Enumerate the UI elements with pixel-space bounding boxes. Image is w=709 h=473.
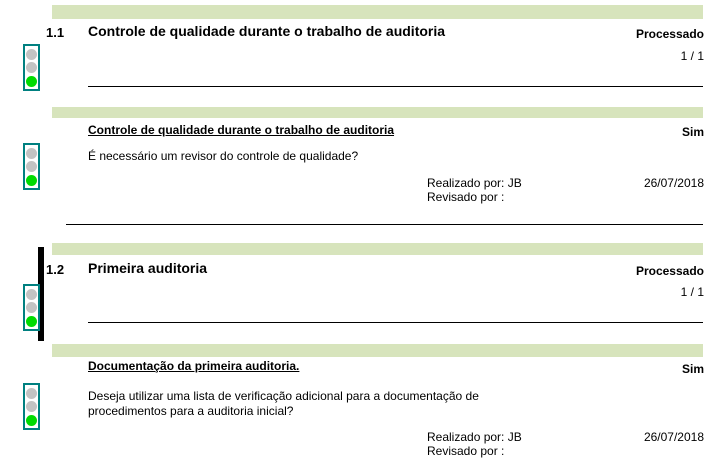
red-light-icon <box>26 289 37 300</box>
section-progress: 1 / 1 <box>680 285 704 299</box>
performed-date: 26/07/2018 <box>643 176 704 190</box>
question-text: É necessário um revisor do controle de qualidade? <box>88 149 359 163</box>
reviewed-by: Revisado por : <box>427 444 505 458</box>
yellow-light-icon <box>26 62 37 73</box>
section-title: Primeira auditoria <box>88 260 208 276</box>
red-light-icon <box>26 49 37 60</box>
yellow-light-icon <box>26 401 37 412</box>
section-status: Processado <box>635 27 704 41</box>
answer-value: Sim <box>681 362 704 376</box>
performed-date: 26/07/2018 <box>643 430 704 444</box>
question-title: Documentação da primeira auditoria. <box>88 359 300 373</box>
yellow-light-icon <box>26 161 37 172</box>
status-traffic-light[interactable] <box>23 383 40 430</box>
section-status: Processado <box>635 264 704 278</box>
status-traffic-light[interactable] <box>23 284 40 331</box>
section-progress: 1 / 1 <box>680 49 704 63</box>
divider-line <box>88 322 703 323</box>
answer-value: Sim <box>681 125 704 139</box>
section-header-bar <box>52 243 703 255</box>
green-light-icon <box>26 175 37 186</box>
divider-line <box>66 224 703 225</box>
green-light-icon <box>26 316 37 327</box>
section-number: 1.1 <box>46 25 65 40</box>
section-number: 1.2 <box>46 262 65 277</box>
question-text-line: Deseja utilizar uma lista de verificação adicional para a documentação de <box>88 389 479 403</box>
green-light-icon <box>26 76 37 87</box>
section-title: Controle de qualidade durante o trabalho de auditoria <box>88 23 446 39</box>
green-light-icon <box>26 415 37 426</box>
section-header-bar <box>52 5 703 19</box>
reviewed-by: Revisado por : <box>427 190 505 204</box>
status-traffic-light[interactable] <box>23 44 40 91</box>
question-text <box>88 389 479 419</box>
performed-by: Realizado por: JB <box>427 430 522 444</box>
status-traffic-light[interactable] <box>23 143 40 190</box>
red-light-icon <box>26 388 37 399</box>
question-header-bar <box>52 344 703 357</box>
question-title: Controle de qualidade durante o trabalho de auditoria <box>88 123 395 137</box>
question-text-line: procedimentos para a auditoria inicial? <box>88 404 294 418</box>
question-header-bar <box>52 107 703 118</box>
red-light-icon <box>26 148 37 159</box>
divider-line <box>88 86 703 87</box>
yellow-light-icon <box>26 302 37 313</box>
performed-by: Realizado por: JB <box>427 176 522 190</box>
